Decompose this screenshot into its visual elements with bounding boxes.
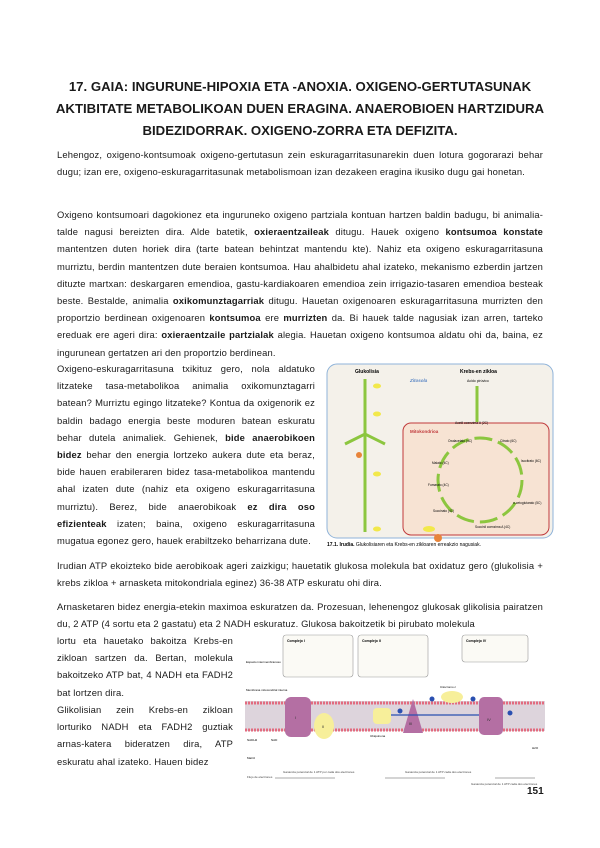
svg-text:NAD: NAD [271, 738, 278, 742]
figure-glycolysis-krebs [325, 362, 555, 552]
page-title: 17. GAIA: INGURUNE-HIPOXIA ETA -ANOXIA. OXIGENO-GERTUTASUNAK AKTIBITATE METABOLIKOAN DUEN ERAGINA. ANAEROBIOEN HARTZIDURA BIDEZIDORRAK. OXIGENO-ZORRA ETA DEFIZITA. [55, 79, 545, 138]
paragraph-respiration: Arnasketaren bidez energia-etekin maximoa eskuratzen da. Prozesuan, lehenengoz glukosak glikolisia pairatzen du, 2 ATP (4 sortu eta 2 gastatu) eta 2 NADH eskuratuz. Glukosa bakoitzetik bi pirubato molekula [57, 601, 543, 630]
paragraph-krebs: lortu eta hauetako bakoitza Krebs-en zikloan sartzen da. Bertan, molekula bakoitzeko ATP bat, 4 NADH eta FADH2 bat lortzen dira. [57, 635, 233, 698]
svg-text:α-cetoglutarato (5C): α-cetoglutarato (5C) [513, 501, 542, 505]
svg-text:Succinato (4C): Succinato (4C) [433, 509, 455, 513]
svg-text:Complejo IV: Complejo IV [466, 639, 487, 643]
svg-text:Complejo I: Complejo I [287, 639, 305, 643]
svg-text:Membrana mitocondrial interna: Membrana mitocondrial interna [246, 688, 288, 692]
svg-text:Ganancia potencial de 1 ATP ca: Ganancia potencial de 1 ATP cada dos electrones [471, 782, 538, 786]
cytosol-label: Zitosola [410, 378, 428, 383]
svg-text:Malato (4C): Malato (4C) [432, 461, 449, 465]
svg-text:Ganancia potencial de 1 ATP po: Ganancia potencial de 1 ATP por cada dos electrones [283, 770, 355, 774]
mitochondrion-label: Mitokondrioa [410, 429, 439, 434]
svg-text:Citocromo c: Citocromo c [440, 685, 457, 689]
figure1-caption: 17.1. Irudia. Glukolisiaren eta Krebs-en zikloaren erreakzio nagusiak. [327, 542, 481, 548]
svg-text:Ubiquinona: Ubiquinona [370, 734, 386, 738]
svg-text:Espacio intermembranoso: Espacio intermembranoso [246, 660, 281, 664]
svg-text:Flujo de electrones: Flujo de electrones [247, 775, 273, 779]
svg-text:Ganancia potencial de 1 ATP ca: Ganancia potencial de 1 ATP cada dos electrones [405, 770, 472, 774]
svg-text:II: II [322, 724, 325, 729]
page-number: 151 [527, 786, 544, 797]
glycolysis-label: Glukolisia [355, 369, 379, 375]
paragraph-intro: Lehengoz, oxigeno-kontsumoak oxigeno-gertutasun zein eskuragarritasunarekin duen lotura gogorarazi behar dugu; izan ere, oxigeno-eskuragarritasunak metabolismoan izan dezakeen eragina ikusiko dugu gai honetan. [57, 149, 543, 178]
paragraph-oxygen-consumption: Oxigeno kontsumoari dagokionez eta inguruneko oxigeno partziala kontuan hartzen baldin badugu, bi animalia-talde nagusi bereizten dira. Alde batetik, oxieraentzaileak ditugu. Hauek oxigeno kontsumoa konstate mantentzen duten horiek dira (tarte batean behintzat mantendu kte). Nahiz eta oxigeno eskuragarritasuna murriztu, berdin mantentzen dute beraien kontsumoa. Hau ahalbidetu ahal izateko, mekanismo ezberdin jartzen dituzte martxan: deskargaren emendioa, gastu-kardiakoaren emendioa zein irrigazio-tasaren emendioa besteak beste. Bestalde, animalia oxikomunztagarriak ditugu. Hauetan oxigenoaren eskuragarritasuna murrizten den proportzio berdinean oxigenoaren kontsumoa ere murrizten da. Bi hauek talde nagusiak izan arren, tarteko ereduak ere ageri dira: oxieraentzaile partzialak alegia. Hauetan oxigeno kontsumoa aldatu ohi da, baina, ez ingurunean gertatzen ari den proportzio berdinean. [57, 209, 543, 358]
svg-text:Complejo II: Complejo II [362, 639, 381, 643]
svg-text:Citrato (6C): Citrato (6C) [500, 439, 517, 443]
svg-text:III: III [409, 721, 413, 726]
svg-text:Succinil coenzima A (4C): Succinil coenzima A (4C) [475, 525, 511, 529]
figure-electron-transport-chain [245, 633, 545, 793]
svg-text:NADH2: NADH2 [247, 738, 258, 742]
paragraph-electron-chain: Glikolisian zein Krebs-en zikloan lorturiko NADH eta FADH2 guztiak arnas-katera bideratzen dira, ATP eskuratu ahal izateko. Hauen bidez [57, 704, 233, 767]
paragraph-anaerobic: Oxigeno-eskuragarritasuna txikituz gero, nola aldatuko litzateke tasa-metabolikoa animalia oxikomunztagarri batean? Murriztu egingo litzateke? Kontua da oxigenorik ez baldin badago energia beste moduren batean eskuratu behar dutela animaliek. Gehienek, bide anaerobikoen bidez behar den energia lortzeko aukera dute eta beraz, bide hauen erabileraren bidez tasa-metabolikoa mantendu ahal izaten dute (nahiz eta oxigeno eskuragarritasuna murriztu). Berez, bide anaerobikoak ez dira oso efizienteak izaten; baina, oxigeno eskuragarritasuna mugatua egonez gero, hauek erabiltzeko beharrizana dute. [57, 363, 316, 547]
svg-text:Fumarato (4C): Fumarato (4C) [428, 483, 449, 487]
krebs-label: Krebs-en zikloa [460, 369, 497, 375]
svg-text:I: I [295, 715, 297, 720]
paragraph-atp-yield: Irudian ATP ekoizteko bide aerobikoak ageri zaizkigu; hauetatik glukosa molekula bat oxidatuz gero (glukolisia + krebs zikloa + arnasketa mitokondriala eginez) 36-38 ATP eskuratu ohi dira. [57, 560, 543, 589]
svg-text:Matriz: Matriz [247, 756, 256, 760]
svg-text:Acido pirúvico: Acido pirúvico [467, 379, 489, 383]
svg-text:IV: IV [487, 717, 491, 722]
svg-text:Isocitrato (6C): Isocitrato (6C) [521, 459, 542, 463]
svg-text:Acetil coenzima A (2C): Acetil coenzima A (2C) [455, 421, 489, 425]
svg-text:Oxalacetato (4C): Oxalacetato (4C) [448, 439, 473, 443]
svg-text:H2O: H2O [532, 746, 539, 750]
